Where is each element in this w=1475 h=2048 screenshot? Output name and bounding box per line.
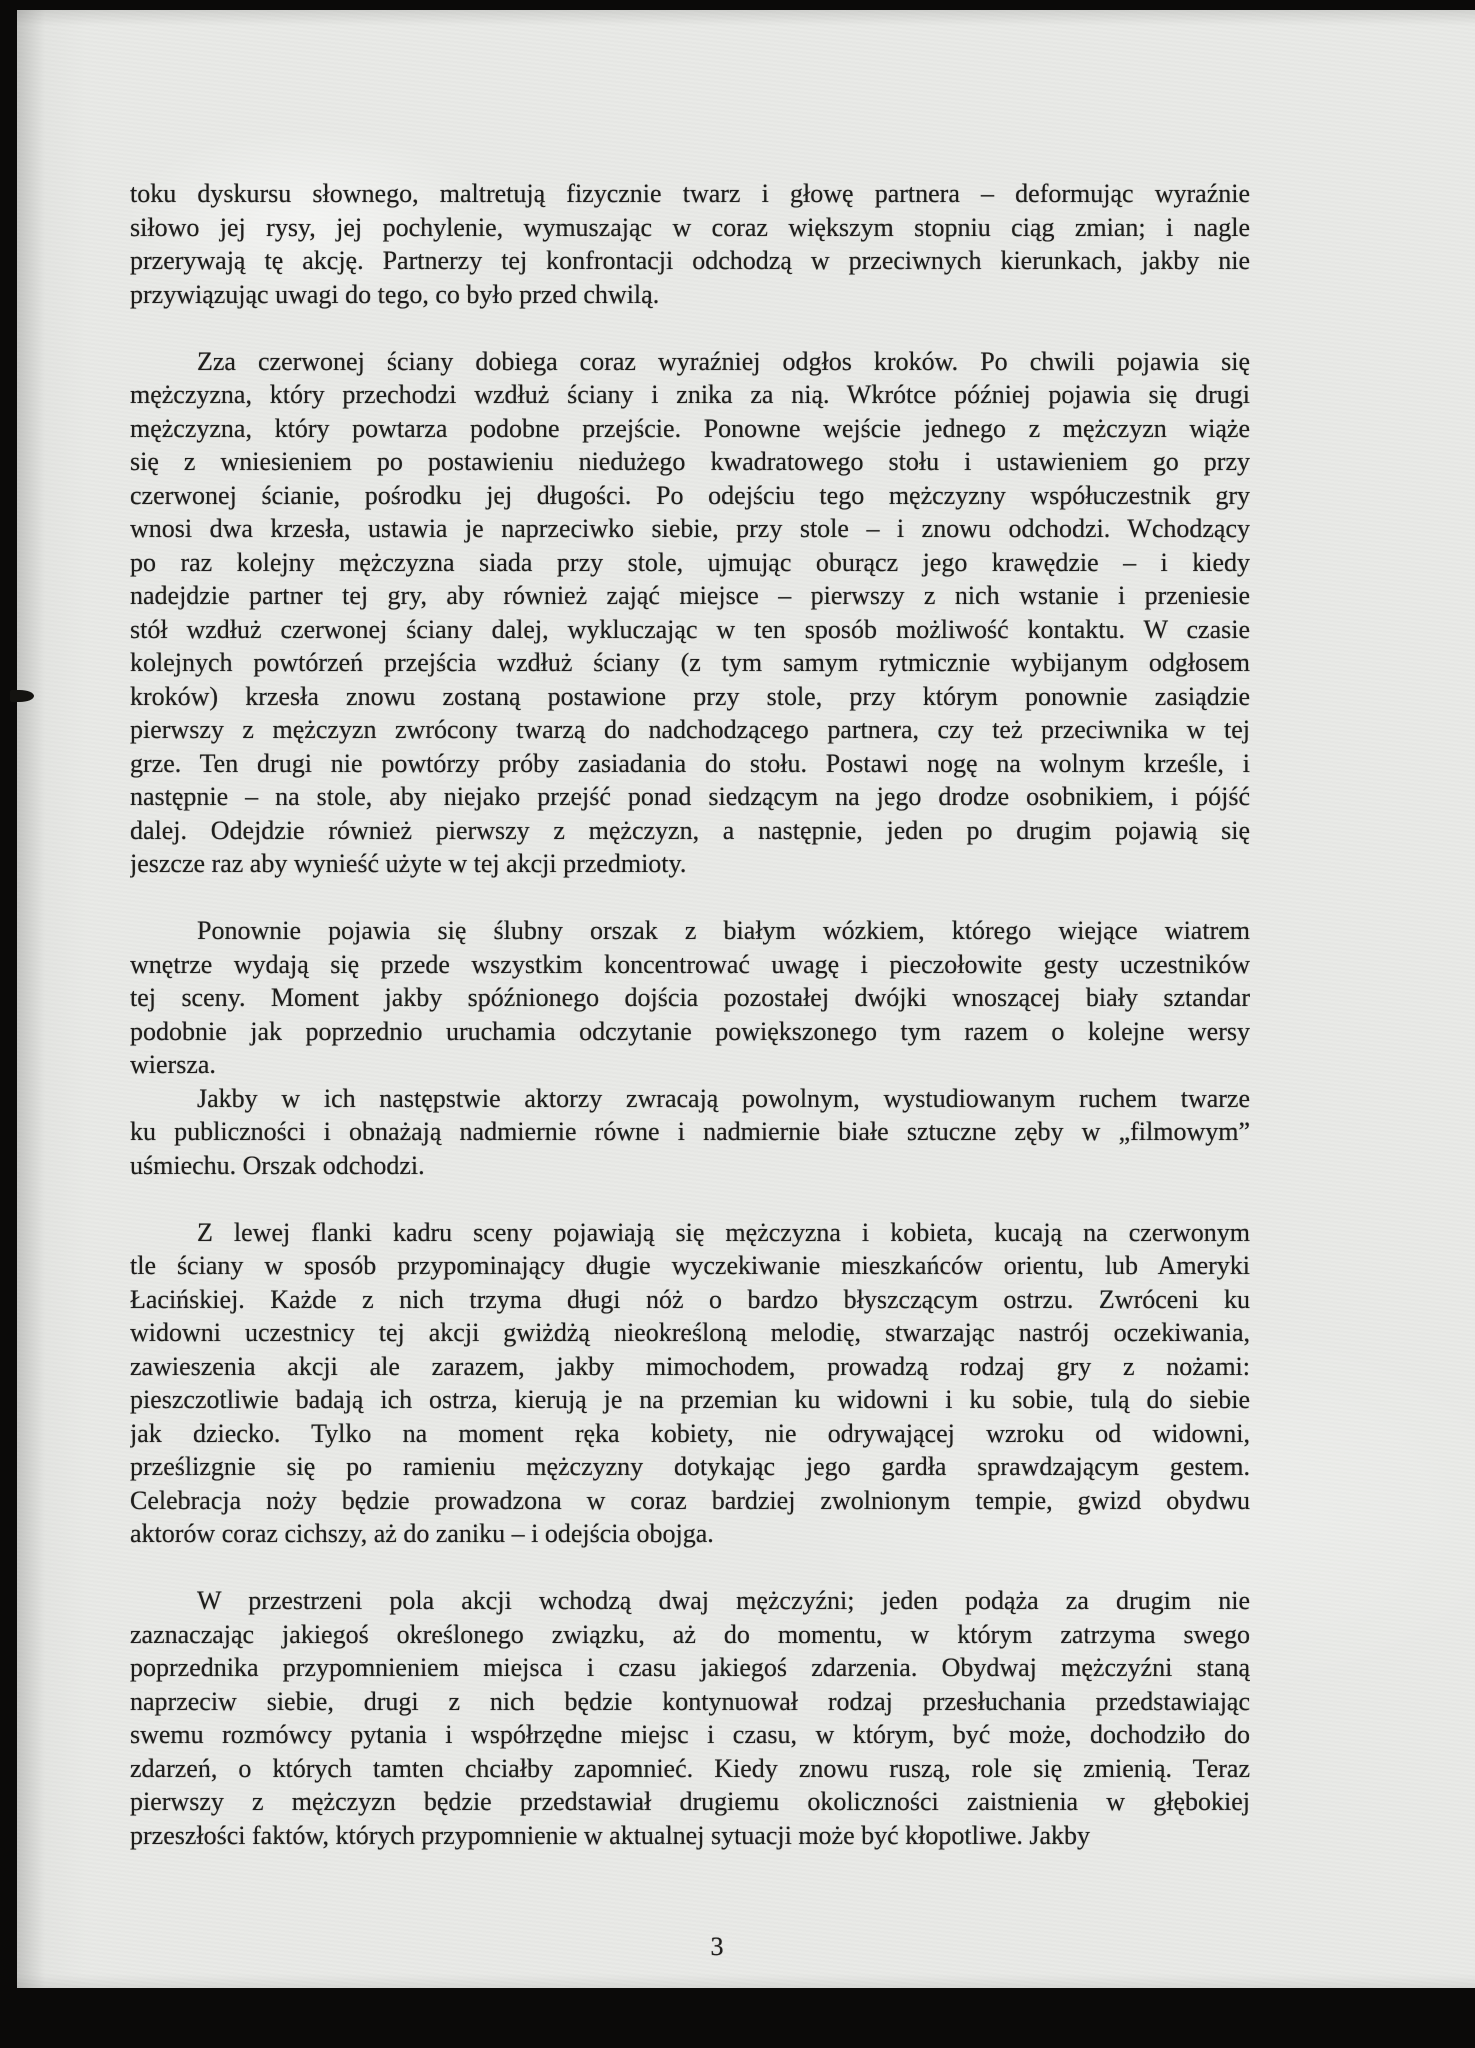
- scanned-page: [17, 10, 1475, 1988]
- text-line: tle ściany w sposób przypominający długie wyczekiwanie mieszkańców orientu, lub Ameryki: [130, 1251, 1250, 1280]
- paragraph: [130, 345, 1250, 881]
- text-line: mężczyzna, który przechodzi wzdłuż ściany i znika za nią. Wkrótce później pojawia się drugi: [130, 380, 1250, 409]
- text-line: kroków) krzesła znowu zostaną postawione przy stole, przy którym ponownie zasiądzie: [130, 681, 1250, 711]
- text-line: prześlizgnie się po ramieniu mężczyzny dotykając jego gardła sprawdzającym gestem.: [130, 1452, 1250, 1481]
- text-line: mężczyzna, który powtarza podobne przejście. Ponowne wejście jednego z mężczyzn wiąże: [130, 413, 1250, 443]
- text-line: jak dziecko. Tylko na moment ręka kobiety, nie odrywającej wzroku od widowni,: [130, 1418, 1250, 1448]
- text-line: Celebracja noży będzie prowadzona w coraz bardziej zwolnionym tempie, gwizd obydwu: [130, 1485, 1250, 1515]
- text-line: dalej. Odejdzie również pierwszy z mężczyzn, a następnie, jeden po drugim pojawią się: [130, 815, 1250, 845]
- text-line: następnie – na stole, aby niejako przejść ponad siedzącym na jego drodze osobnikiem, i pójść: [130, 782, 1250, 811]
- text-line: nadejdzie partner tej gry, aby również zająć miejsce – pierwszy z nich wstanie i przeniesie: [130, 581, 1250, 610]
- text-line: poprzednika przypomnieniem miejsca i czasu jakiegoś zdarzenia. Obydwaj mężczyźni staną: [130, 1653, 1250, 1682]
- text-line: przywiązując uwagi do tego, co było przed chwilą.: [130, 279, 660, 309]
- text-line: zaznaczając jakiegoś określonego związku, aż do momentu, w którym zatrzyma swego: [130, 1619, 1250, 1649]
- text-line: toku dyskursu słownego, maltretują fizycznie twarz i głowę partnera – deformując wyraźnie: [130, 179, 1250, 208]
- text-line: tej sceny. Moment jakby spóźnionego dojścia pozostałej dwójki wnoszącej biały sztandar: [130, 983, 1250, 1012]
- text-line: siłowo jej rysy, jej pochylenie, wymuszając w coraz większym stopniu ciąg zmian; i nagle: [130, 212, 1250, 242]
- text-line: widowni uczestnicy tej akcji gwiżdżą nieokreśloną melodię, stwarzając nastrój oczekiwania,: [130, 1318, 1250, 1347]
- paragraph: [130, 914, 1250, 1082]
- page-number: 3: [710, 1932, 724, 1961]
- text-line: pierwszy z mężczyzn będzie przedstawiał drugiemu okoliczności zaistnienia w głębokiej: [130, 1787, 1250, 1816]
- text-line: podobnie jak poprzednio uruchamia odczytanie powiększonego tym razem o kolejne wersy: [130, 1016, 1250, 1046]
- paragraph: [130, 177, 1250, 311]
- text-line: ku publiczności i obnażają nadmiernie równe i nadmiernie białe sztuczne zęby w „filmowym”: [130, 1117, 1250, 1146]
- text-line: się z wniesieniem po postawieniu niedużego kwadratowego stołu i ustawieniem go przy: [130, 447, 1250, 476]
- text-line: Łacińskiej. Każde z nich trzyma długi nóż o bardzo błyszczącym ostrzu. Zwróceni ku: [130, 1284, 1250, 1314]
- text-line: Z lewej flanki kadru sceny pojawiają się mężczyzna i kobieta, kucają na czerwonym: [197, 1217, 1250, 1247]
- text-line: wnętrze wydają się przede wszystkim koncentrować uwagę i pieczołowite gesty uczestników: [130, 949, 1250, 979]
- paragraph: [130, 1584, 1250, 1852]
- text-line: kolejnych powtórzeń przejścia wzdłuż ściany (z tym samym rytmicznie wybijanym odgłosem: [130, 648, 1250, 677]
- text-line: przerywają tę akcję. Partnerzy tej konfrontacji odchodzą w przeciwnych kierunkach, jakby nie: [130, 246, 1250, 275]
- text-line: zdarzeń, o których tamten chciałby zapomnieć. Kiedy znowu ruszą, role się zmienią. Teraz: [130, 1753, 1250, 1783]
- text-line: wiersza.: [130, 1050, 216, 1079]
- text-line: aktorów coraz cichszy, aż do zaniku – i odejścia obojga.: [130, 1519, 714, 1548]
- text-line: czerwonej ścianie, pośrodku jej długości. Po odejściu tego mężczyzny współuczestnik gry: [130, 480, 1250, 510]
- text-line: swemu rozmówcy pytania i współrzędne miejsc i czasu, w którym, być może, dochodziło do: [130, 1720, 1250, 1749]
- text-line: naprzeciw siebie, drugi z nich będzie kontynuował rodzaj przesłuchania przedstawiając: [130, 1686, 1250, 1716]
- text-block: [130, 177, 1250, 1852]
- paragraph: [130, 1216, 1250, 1551]
- text-line: pierwszy z mężczyzn zwrócony twarzą do nadchodzącego partnera, czy też przeciwnika w tej: [130, 715, 1250, 744]
- text-line: Zza czerwonej ściany dobiega coraz wyraźniej odgłos kroków. Po chwili pojawia się: [197, 346, 1250, 376]
- text-line: W przestrzeni pola akcji wchodzą dwaj mężczyźni; jeden podąża za drugim nie: [197, 1586, 1250, 1615]
- text-line: po raz kolejny mężczyzna siada przy stole, ujmując oburącz jego krawędzie – i kiedy: [130, 547, 1250, 577]
- text-line: Jakby w ich następstwie aktorzy zwracają powolnym, wystudiowanym ruchem twarze: [197, 1083, 1250, 1113]
- text-line: stół wzdłuż czerwonej ściany dalej, wykluczając w ten sposób możliwość kontaktu. W czasie: [130, 614, 1250, 644]
- text-line: pieszczotliwie badają ich ostrza, kierują je na przemian ku widowni i ku sobie, tulą do siebie: [130, 1385, 1250, 1414]
- text-line: uśmiechu. Orszak odchodzi.: [130, 1150, 425, 1180]
- text-line: grze. Ten drugi nie powtórzy próby zasiadania do stołu. Postawi nogę na wolnym krześle, i: [130, 748, 1250, 778]
- text-line: zawieszenia akcji ale zarazem, jakby mimochodem, prowadzą rodzaj gry z nożami:: [130, 1351, 1250, 1381]
- paragraph: [130, 1082, 1250, 1183]
- text-line: wnosi dwa krzesła, ustawia je naprzeciwko siebie, przy stole – i znowu odchodzi. Wchodzący: [130, 514, 1250, 543]
- text-line: jeszcze raz aby wynieść użyte w tej akcji przedmioty.: [130, 849, 687, 878]
- text-line: Ponownie pojawia się ślubny orszak z białym wózkiem, którego wiejące wiatrem: [197, 916, 1250, 945]
- text-line: przeszłości faktów, których przypomnienie w aktualnej sytuacji może być kłopotliwe. Jakby: [130, 1820, 1091, 1850]
